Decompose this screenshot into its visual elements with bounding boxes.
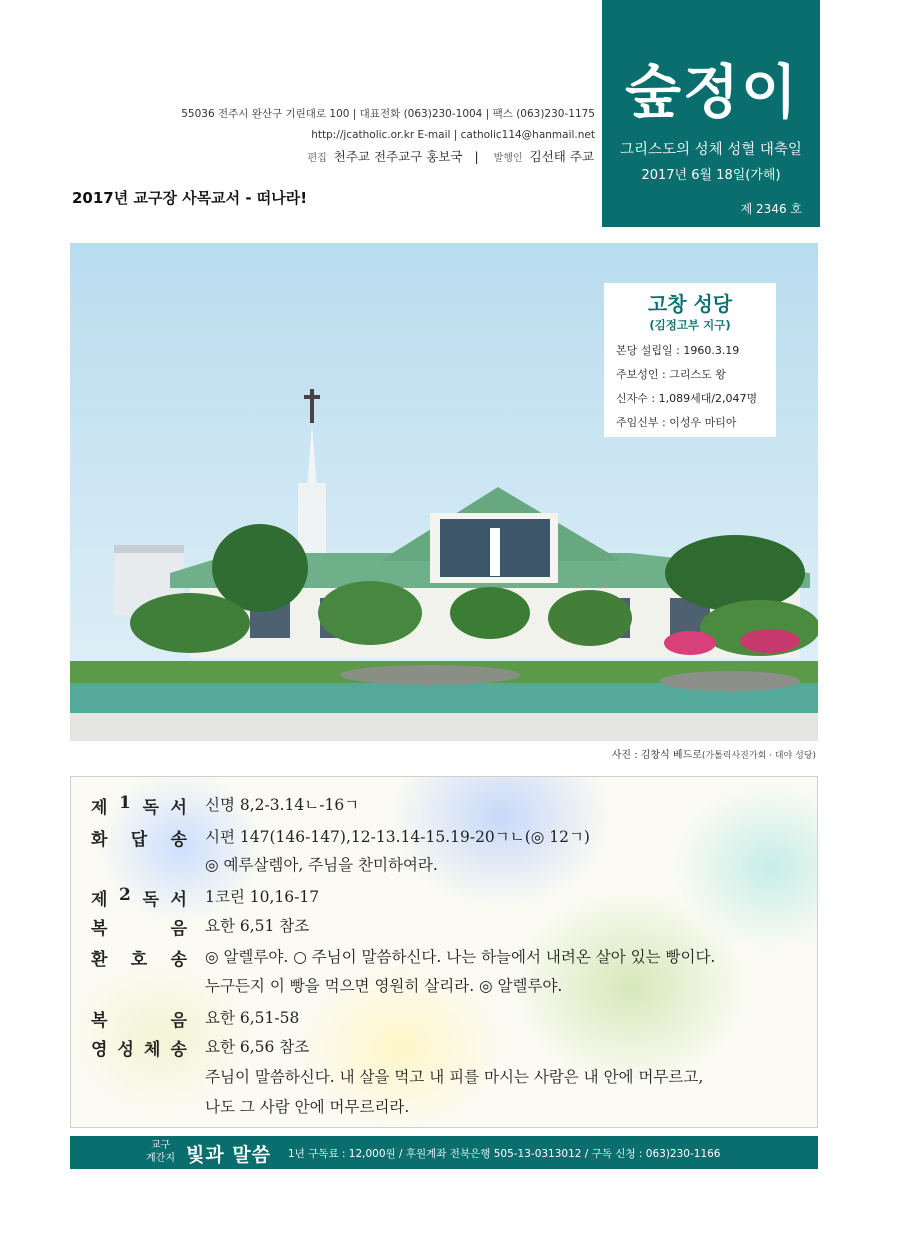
reading-label-char: 성 — [117, 1040, 134, 1060]
logo-text: 숲정이 — [624, 58, 800, 126]
reading-label-char: 2 — [119, 885, 131, 905]
church-fact: 주임신부 : 이성우 마티아 — [616, 416, 737, 429]
reading-text: 요한 6,56 참조 — [205, 1038, 310, 1056]
reading-label-char: 독 — [142, 890, 159, 910]
publisher-label: 발행인 — [493, 153, 523, 164]
reading-label-char: 송 — [170, 950, 187, 970]
footer-small-2: 계간지 — [146, 1153, 175, 1164]
footer-subscription-info: 1년 구독료 : 12,000원 / 후원계좌 전북은행 505-13-0313012 / 구독 신청 : 063)230-1166 — [288, 1148, 721, 1160]
reading-label-char: 1 — [119, 793, 131, 813]
reading-text: ◎ 알렐루야. ○ 주님이 말씀하신다. 나는 하늘에서 내려온 살아 있는 빵이다. — [205, 948, 716, 966]
masthead-logo — [612, 56, 812, 126]
footer-small-1: 교구 — [150, 1140, 171, 1151]
reading-label-char: 서 — [170, 890, 187, 910]
footer-bar — [70, 1136, 818, 1169]
reading-label-char: 영 — [91, 1040, 108, 1060]
church-name: 고창 성당 — [647, 292, 733, 316]
reading-text: 누구든지 이 빵을 먹으면 영원히 살리라. ◎ 알렐루야. — [205, 977, 563, 995]
reading-label — [91, 945, 187, 970]
reading-label — [91, 1035, 187, 1060]
reading-label-char: 서 — [170, 798, 187, 818]
readings-box — [70, 776, 818, 1128]
reading-label-char: 음 — [170, 1011, 187, 1031]
photo-credit — [612, 746, 816, 761]
address-line: 55036 전주시 완산구 기린대로 100 | 대표전화 (063)230-1004 | 팩스 (063)230-1175 — [181, 108, 595, 120]
issue-date: 2017년 6월 18일(가해) — [641, 168, 781, 183]
reading-label — [91, 914, 187, 939]
reading-label-char: 독 — [142, 798, 159, 818]
reading-label-char: 제 — [91, 890, 108, 910]
reading-text: ◎ 예루살렘아, 주님을 찬미하여라. — [205, 856, 438, 874]
editor-label: 편집 — [307, 153, 327, 164]
reading-text: 신명 8,2-3.14ㄴ-16ㄱ — [205, 796, 360, 814]
reading-text: 1코린 10,16-17 — [205, 888, 320, 906]
reading-label — [91, 885, 187, 910]
reading-text: 주님이 말씀하신다. 내 살을 먹고 내 피를 마시는 사람은 내 안에 머무르고, — [205, 1068, 704, 1086]
reading-label-char: 음 — [170, 919, 187, 939]
issue-number: 제 2346 호 — [740, 202, 802, 216]
editor-row — [304, 147, 594, 165]
photo-credit-main: 사진 : 김창식 베드로 — [611, 750, 702, 761]
reading-text: 시편 147(146-147),12-13.14-15.19-20ㄱㄴ(◎ 12ㄱ) — [205, 828, 590, 846]
church-fact: 주보성인 : 그리스도 왕 — [616, 368, 726, 381]
headline: 2017년 교구장 사목교서 - 떠나라! — [72, 189, 308, 207]
reading-text: 나도 그 사람 안에 머무르리라. — [205, 1098, 410, 1116]
reading-label-char: 복 — [91, 919, 108, 939]
divider: | — [474, 149, 479, 164]
reading-label-char: 복 — [91, 1011, 108, 1031]
reading-label-char: 답 — [130, 830, 148, 850]
church-info-box — [604, 283, 776, 437]
church-fact: 신자수 : 1,089세대/2,047명 — [616, 392, 758, 405]
reading-label — [91, 825, 187, 850]
reading-label-char: 송 — [170, 1040, 187, 1060]
masthead — [602, 0, 820, 227]
reading-label — [91, 1006, 187, 1031]
editor-name: 천주교 전주교구 홍보국 — [333, 149, 463, 164]
footer-publication-tag — [146, 1139, 175, 1165]
reading-label — [91, 793, 187, 818]
contact-block — [140, 104, 595, 146]
photo-credit-sub: (가톨릭사진가회 · 대야 성당) — [701, 751, 816, 761]
publisher-name: 김선태 주교 — [529, 149, 594, 164]
church-fact: 본당 설립일 : 1960.3.19 — [616, 344, 740, 357]
reading-text: 요한 6,51-58 — [205, 1009, 300, 1027]
reading-text: 요한 6,51 참조 — [205, 917, 310, 935]
church-district: (김정고부 지구) — [649, 318, 731, 332]
feast-title: 그리스도의 성체 성혈 대축일 — [620, 142, 802, 158]
reading-label-char: 제 — [91, 798, 108, 818]
reading-label-char: 송 — [170, 830, 187, 850]
reading-label-char: 환 — [91, 950, 108, 970]
reading-label-char: 체 — [144, 1040, 161, 1060]
web-line: http://jcatholic.or.kr E-mail | catholic114@hanmail.net — [311, 129, 595, 141]
reading-label-char: 화 — [91, 830, 108, 850]
footer-publication-name: 빛과 말씀 — [186, 1144, 272, 1166]
reading-label-char: 호 — [130, 950, 148, 970]
